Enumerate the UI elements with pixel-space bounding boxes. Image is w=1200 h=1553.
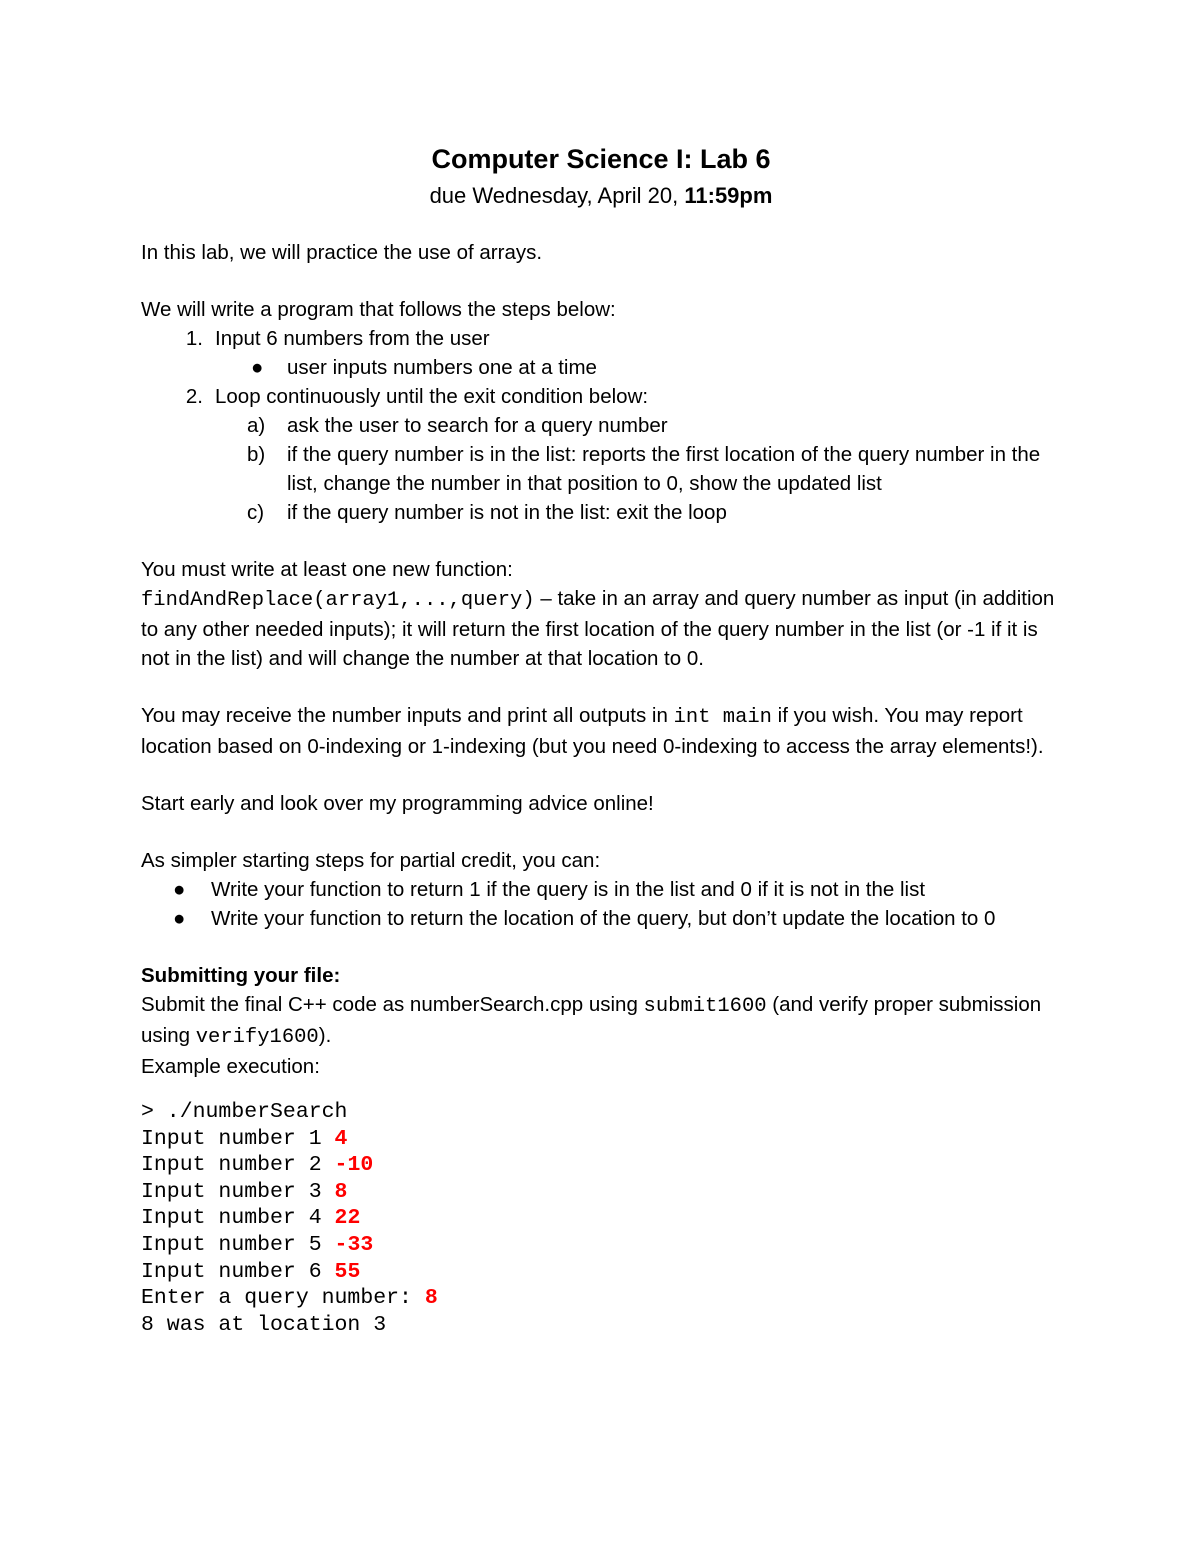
terminal-line bbox=[141, 1205, 1061, 1232]
title-text: Computer Science I: Lab 6 bbox=[431, 144, 771, 174]
function-description: – take in an array and query number as input (in addition to any other needed inputs); it will return the first location of the query number in the list (or -1 if it is not in the list) and will change the number at that location to 0. bbox=[141, 587, 1055, 670]
main-paragraph bbox=[141, 701, 1061, 761]
terminal-prompt: Input number 2 bbox=[141, 1153, 335, 1178]
example-label: Example execution: bbox=[141, 1055, 320, 1078]
main-text-after: if you wish. You may report location based on 0-indexing or 1-indexing (but you need 0-indexing to access the array elements!). bbox=[141, 704, 1044, 758]
terminal-input-value: -10 bbox=[334, 1153, 374, 1178]
bullet-icon: ● bbox=[173, 907, 186, 930]
sub-label: b) bbox=[247, 443, 266, 466]
step-number: 2. bbox=[185, 385, 203, 408]
submit-text-end: ). bbox=[318, 1024, 332, 1047]
terminal-input-value: 22 bbox=[334, 1206, 361, 1231]
list-item bbox=[141, 875, 1061, 904]
list-item bbox=[141, 353, 1061, 382]
intro-paragraph: In this lab, we will practice the use of arrays. bbox=[141, 241, 543, 264]
terminal-output bbox=[141, 1099, 1061, 1338]
steps-intro: We will write a program that follows the steps below: bbox=[141, 298, 616, 321]
bullet-text: Write your function to return 1 if the query is in the list and 0 if it is not in the list bbox=[211, 878, 926, 901]
terminal-line bbox=[141, 1259, 1061, 1286]
terminal-line bbox=[141, 1232, 1061, 1259]
step-text: Input 6 numbers from the user bbox=[215, 327, 490, 350]
due-date bbox=[141, 178, 1061, 214]
terminal-input-value: 55 bbox=[334, 1259, 361, 1284]
list-item bbox=[141, 440, 1061, 498]
list-item bbox=[141, 382, 1061, 411]
terminal-line bbox=[141, 1179, 1061, 1206]
submit-paragraph bbox=[141, 990, 1061, 1052]
submit-text-mid: (and verify proper submission using bbox=[141, 993, 1042, 1047]
submit-heading: Submitting your file: bbox=[141, 964, 341, 987]
terminal-input-value: 8 bbox=[424, 1286, 438, 1311]
due-time: 11:59pm bbox=[684, 183, 773, 208]
due-prefix: due Wednesday, April 20, bbox=[429, 183, 685, 208]
sub-text: ask the user to search for a query number bbox=[287, 414, 668, 437]
terminal-line bbox=[141, 1152, 1061, 1179]
terminal-line bbox=[141, 1126, 1061, 1153]
submit-command: submit1600 bbox=[643, 995, 767, 1018]
function-intro: You must write at least one new function: bbox=[141, 558, 513, 581]
list-item bbox=[141, 498, 1061, 527]
terminal-prompt: Input number 5 bbox=[141, 1232, 335, 1257]
bullet-icon: ● bbox=[251, 356, 264, 379]
terminal-result: 8 was at location 3 bbox=[141, 1312, 387, 1337]
page-title bbox=[141, 140, 1061, 178]
list-item bbox=[141, 904, 1061, 933]
bullet-text: user inputs numbers one at a time bbox=[287, 356, 597, 379]
bullet-icon: ● bbox=[173, 878, 186, 901]
main-code: int main bbox=[673, 706, 772, 729]
terminal-prompt: Input number 4 bbox=[141, 1206, 335, 1231]
function-paragraph bbox=[141, 584, 1061, 673]
terminal-input-value: 4 bbox=[334, 1126, 348, 1151]
submit-text: Submit the final C++ code as numberSearch.cpp using bbox=[141, 993, 644, 1016]
terminal-input-value: 8 bbox=[334, 1179, 348, 1204]
sub-label: a) bbox=[247, 414, 266, 437]
main-text-before: You may receive the number inputs and print all outputs in bbox=[141, 704, 674, 727]
advice-paragraph: Start early and look over my programming advice online! bbox=[141, 792, 654, 815]
terminal-prompt: Input number 6 bbox=[141, 1259, 335, 1284]
sub-text: if the query number is not in the list: exit the loop bbox=[287, 501, 727, 524]
terminal-prompt: Input number 3 bbox=[141, 1179, 335, 1204]
sub-text: if the query number is in the list: reports the first location of the query number in the list, change the number in that position to 0, show the updated list bbox=[287, 443, 1041, 495]
terminal-command: > ./numberSearch bbox=[141, 1100, 348, 1124]
partial-intro: As simpler starting steps for partial credit, you can: bbox=[141, 849, 601, 872]
bullet-text: Write your function to return the location of the query, but don’t update the location to 0 bbox=[211, 907, 996, 930]
step-number: 1. bbox=[185, 327, 203, 350]
sub-label: c) bbox=[247, 501, 265, 524]
terminal-prompt: Input number 1 bbox=[141, 1126, 335, 1151]
terminal-prompt: Enter a query number: bbox=[141, 1286, 425, 1311]
function-signature: findAndReplace(array1,...,query) bbox=[141, 589, 535, 612]
terminal-input-value: -33 bbox=[334, 1232, 374, 1257]
step-text: Loop continuously until the exit condition below: bbox=[215, 385, 649, 408]
terminal-line bbox=[141, 1285, 1061, 1312]
document-page bbox=[141, 140, 1061, 1338]
verify-command: verify1600 bbox=[195, 1026, 319, 1049]
list-item bbox=[141, 324, 1061, 353]
list-item bbox=[141, 411, 1061, 440]
